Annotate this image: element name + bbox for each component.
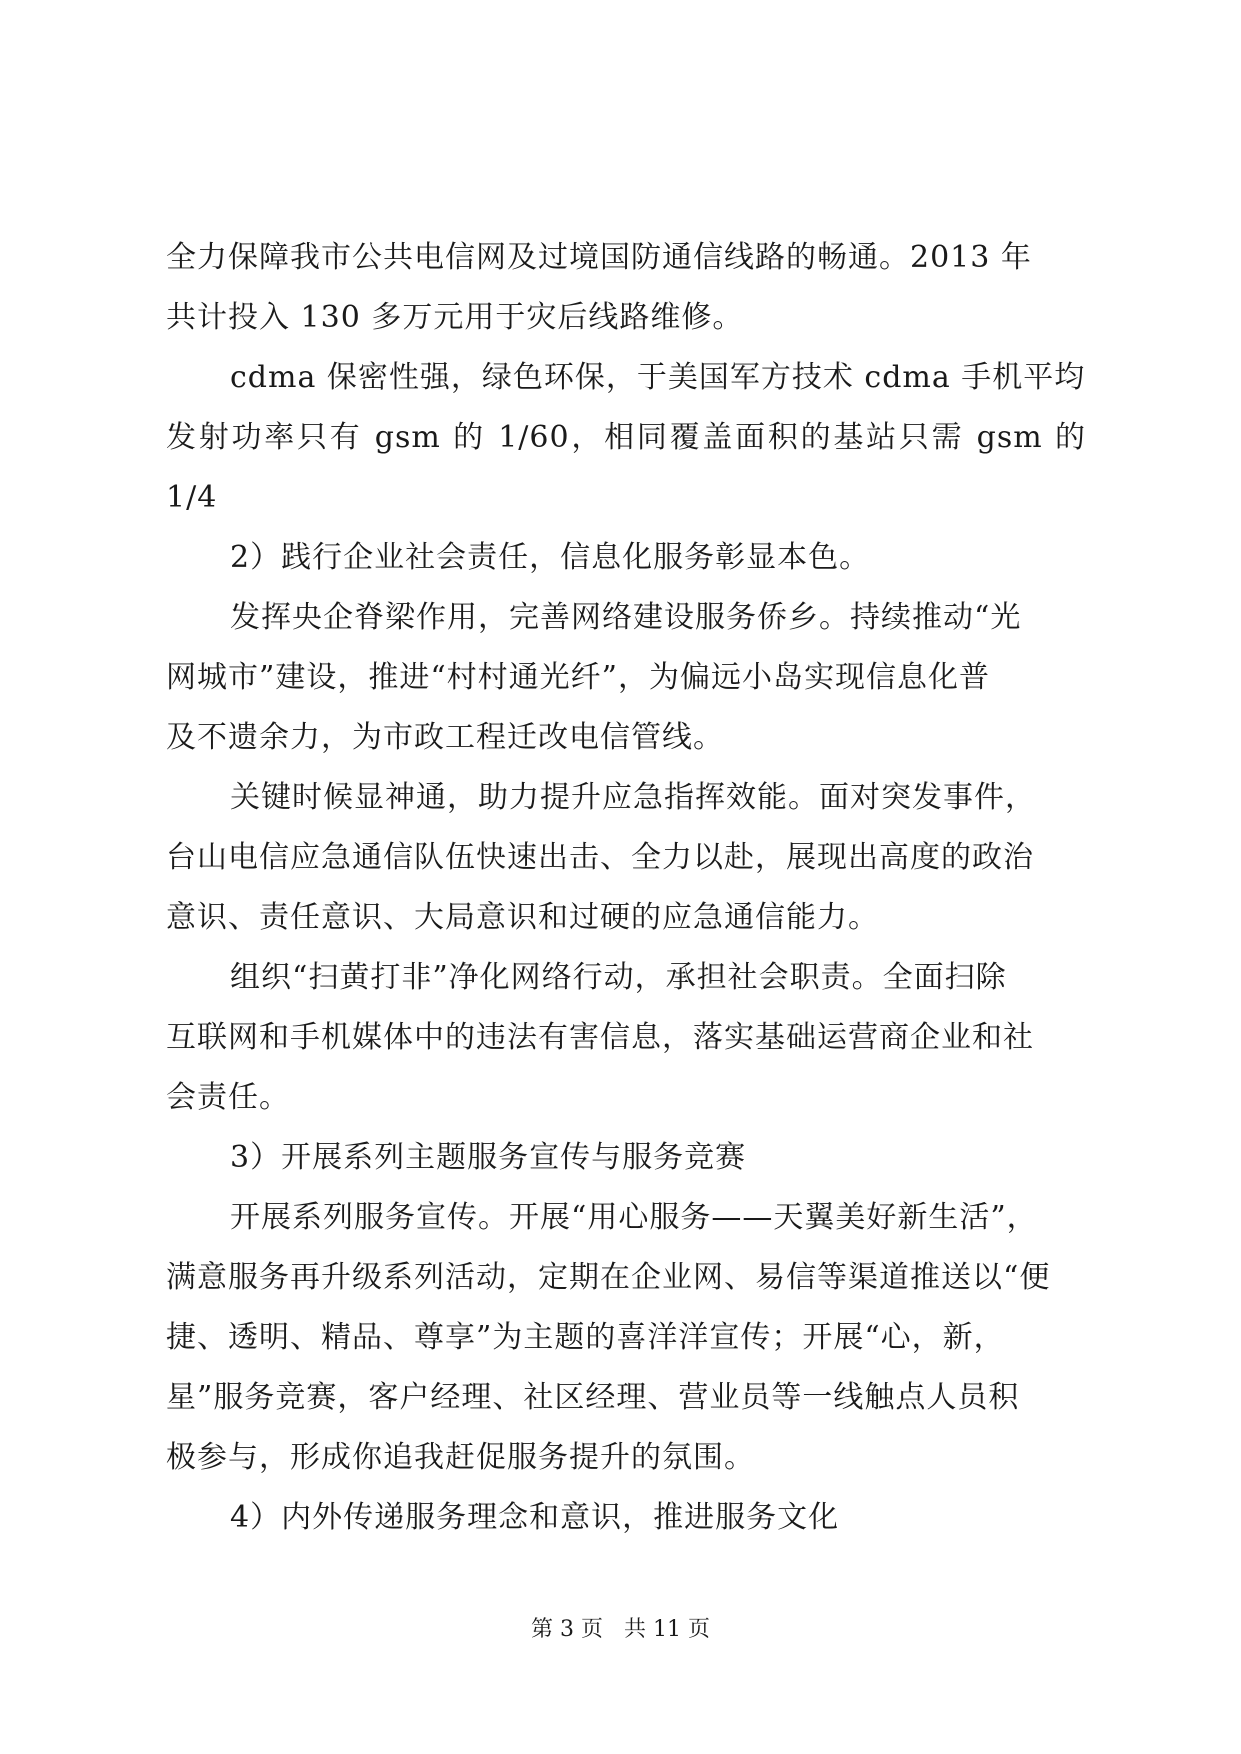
paragraph-1 — [166, 228, 1086, 348]
paragraph-line: 网城市”建设，推进“村村通光纤”，为偏远小岛实现信息化普 — [166, 660, 991, 695]
page-number-current: 第 3 页 — [531, 1617, 603, 1642]
paragraph-line: 极参与，形成你追我赶促服务提升的氛围。 — [166, 1440, 755, 1475]
paragraph-8 — [166, 1188, 1086, 1488]
paragraph-line: 台山电信应急通信队伍快速出击、全力以赴，展现出高度的政治 — [166, 840, 1034, 875]
page-footer — [0, 1615, 1241, 1645]
paragraph-4 — [166, 588, 1086, 768]
page-number-total: 共 11 页 — [624, 1617, 710, 1642]
paragraph-line: 关键时候显神通，助力提升应急指挥效能。面对突发事件， — [230, 780, 1036, 815]
paragraph-line: 2）践行企业社会责任，信息化服务彰显本色。 — [230, 540, 871, 575]
paragraph-line: 满意服务再升级系列活动，定期在企业网、易信等渠道推送以“便 — [166, 1260, 1051, 1295]
paragraph-line: 发射功率只有 gsm 的 1/60，相同覆盖面积的基站只需 gsm 的 1/4 — [166, 420, 1086, 515]
paragraph-line: 组织“扫黄打非”净化网络行动，承担社会职责。全面扫除 — [230, 960, 1007, 995]
paragraph-line: 3）开展系列主题服务宣传与服务竞赛 — [230, 1140, 747, 1175]
paragraph-line: 会责任。 — [166, 1080, 290, 1115]
paragraph-line: 全力保障我市公共电信网及过境国防通信线路的畅通。2013 年 — [166, 240, 1032, 275]
section-heading-4 — [166, 1488, 1086, 1548]
paragraph-line: cdma 保密性强，绿色环保，于美国军方技术 cdma 手机平均 — [230, 360, 1086, 395]
paragraph-2 — [166, 348, 1086, 528]
paragraph-line: 星”服务竞赛，客户经理、社区经理、营业员等一线触点人员积 — [166, 1380, 1020, 1415]
paragraph-line: 意识、责任意识、大局意识和过硬的应急通信能力。 — [166, 900, 879, 935]
paragraph-line: 及不遗余力，为市政工程迁改电信管线。 — [166, 720, 724, 755]
section-heading-2 — [166, 528, 1086, 588]
paragraph-line: 捷、透明、精品、尊享”为主题的喜洋洋宣传；开展“心，新， — [166, 1320, 1005, 1355]
paragraph-line: 发挥央企脊梁作用，完善网络建设服务侨乡。持续推动“光 — [230, 600, 1022, 635]
paragraph-line: 共计投入 130 多万元用于灾后线路维修。 — [166, 300, 744, 335]
section-heading-3 — [166, 1128, 1086, 1188]
paragraph-6 — [166, 948, 1086, 1128]
paragraph-line: 互联网和手机媒体中的违法有害信息，落实基础运营商企业和社 — [166, 1020, 1034, 1055]
paragraph-line: 4）内外传递服务理念和意识，推进服务文化 — [230, 1500, 840, 1535]
paragraph-line: 开展系列服务宣传。开展“用心服务——天翼美好新生活”， — [230, 1200, 1038, 1235]
document-body — [166, 228, 1086, 1548]
paragraph-5 — [166, 768, 1086, 948]
